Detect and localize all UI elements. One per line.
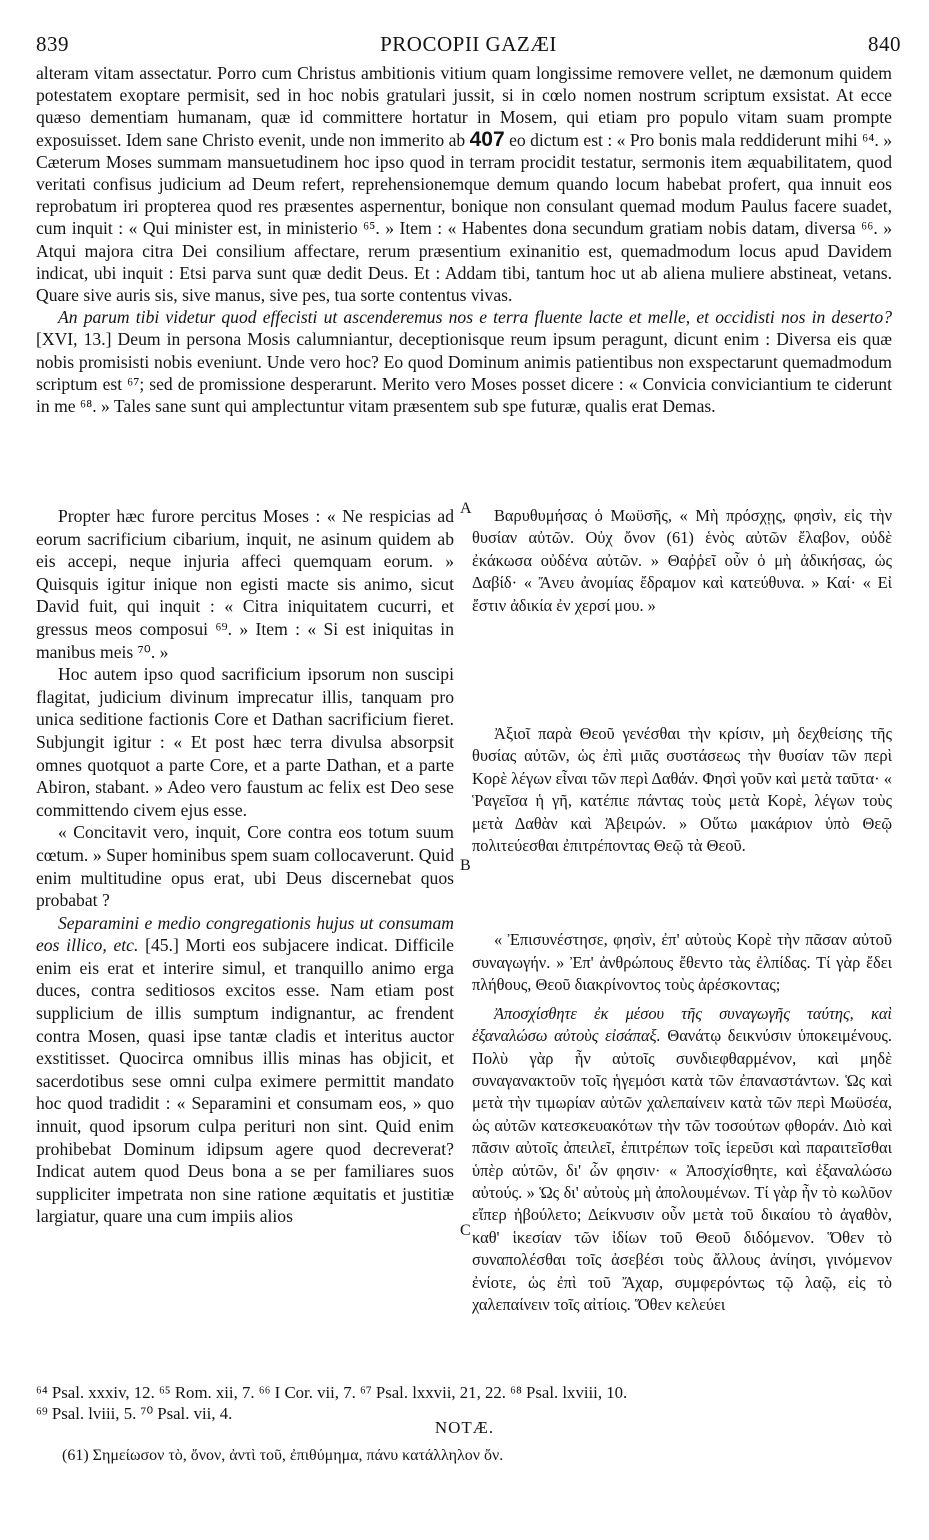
- greek-paragraph: Ἀξιοῖ παρὰ Θεοῦ γενέσθαι τὴν κρίσιν, μὴ δεχθείσης τῆς θυσίας αὐτῶν, ὡς ἐπὶ μιᾶς συστάσεως τὴν θυσίαν τῶν περὶ Κορὲ λέγων εἶναι τῶν περὶ Δαθάν. Φησὶ γοῦν καὶ μετὰ ταῦτα· « Ῥαγεῖσα ἡ γῆ, κατέπιε πάντας τοὺς μετὰ Κορὲ, λέγων τοὺς μετὰ Δαθὰν καὶ Ἀβειρών. » Οὕτω μακάριον ὑπὸ Θεῷ πολιτεύεσθαι ἐπιτρέποντας Θεῷ τὰ Θεοῦ.: [472, 724, 892, 856]
- lemma: An parum tibi videtur quod effecisti ut ascenderemus nos e terra fluente lacte et melle, et occidisti nos in deserto?: [58, 307, 892, 328]
- margin-marker-b: B: [460, 857, 471, 874]
- latin-paragraph: [36, 912, 454, 1228]
- greek-column: [472, 505, 892, 1316]
- footnote-line: ⁶⁴ Psal. xxxiv, 12. ⁶⁵ Rom. xii, 7. ⁶⁶ I Cor. vii, 7. ⁶⁷ Psal. lxxvii, 21, 22. ⁶⁸ Psal. lxviii, 10.: [36, 1383, 628, 1402]
- latin-paragraph: « Concitavit vero, inquit, Core contra eos totum suum cœtum. » Super hominibus spem suam collocaverunt. Quid enim multitudine opus erat, ubi Deus discernebat quos probabat ?: [36, 822, 454, 911]
- full-width-text: [36, 62, 892, 417]
- paragraph: [36, 306, 892, 417]
- lemma: Ἀποσχίσθητε ἐκ μέσου τῆς συναγωγῆς ταύτης, καὶ ἐξαναλώσω αὐτοὺς εἰσάπαξ.: [472, 1003, 892, 1046]
- latin-column: [36, 505, 454, 1228]
- notes-title: NOTÆ.: [434, 1418, 495, 1437]
- text-run: eo dictum est : « Pro bonis mala reddiderunt mihi ⁶⁴. » Cæterum Moses summam mansuetudinem hoc ipso quod in terram procidit testatur, sermonis item æquabilitatem, quod veritati confisus judicium ad Deum refert, reprehensionemque demum quando locum habebat profert, qua innuit eos reprobatum iri propterea quod res præsentes aspernentur, bonique non consulant quemad modum Paulus facere suadet, cum inquit : « Qui minister est, in ministerio ⁶⁵. » Item : « Habentes dona secundum gratiam nobis datam, diversa ⁶⁶. » Atqui majora citra Dei consilium affectare, rerum præsentium exinanitio est, quemadmodum locus apud Davidem indicat, ubi inquit : Etsi parva sunt quæ dedit Deus. Et : Addam tibi, tantum hoc ut ab aliena muliere abstineat, vetans. Quare sive auris sis, sive manus, sive pes, tua sorte contentus vivas.: [36, 129, 892, 306]
- text-run: Θανάτῳ δεικνύσιν ὑποκειμένους. Πολὺ γὰρ ἦν αὐτοῖς συνδιεφθαρμένον, καὶ μηδὲ συναγανακτοῦν τοῖς ἡγεμόσι κατὰ τῶν ἐπαναστάντων. Ὡς καὶ μετὰ τὴν τιμωρίαν αὐτῶν χαλεπαίνειν κατὰ τῶν περὶ Μωϋσέα, ὡς αὐτῶν κατεσκευακότων τὴν τῶν τοσούτων φθοράν. Διὸ καὶ πᾶσιν αὐτοῖς ἀπειλεῖ, ἐπιτρέπων τοῖς ἱερεῦσι καὶ παραιτεῖσθαι ὑπὲρ αὐτῶν, δι' ὧν φησιν· « Ἀποσχίσθητε, καὶ ἐξαναλώσω αὐτούς. » Ὡς δι' αὐτοὺς μὴ ἀπολουμένων. Τί γὰρ ἦν τὸ κωλῦον εἴπερ ἠβούλετο; Δείκνυσιν οὖν μετὰ τοῦ δικαίου τὸ ἀγαθὸν, καθ' ἱκεσίαν τῶν ἰδίων τοῦ Θεοῦ διδόμενον. Ὅθεν τὸ συναπολέσθαι τοῖς ἀσεβέσι τοὺς ἄλλους ἀνίησι, γινόμενον ἐνίοτε, ὡς ἐπὶ τοῦ Ἄχαρ, συμφερόντως τῷ λαῷ, εἰς τὸ χαλεπαίνειν τοῖς αἰτίοις. Ὅθεν κελεύει: [472, 1026, 892, 1314]
- text-run: [XVI, 13.] Deum in persona Mosis calumniantur, deceptionisque reum ipsum peragunt, dicunt enim : Diversa eis quæ nobis promisisti nobis eveniunt. Unde vero hoc? Eo quod Dominum animis patientibus non exspectarunt quemadmodum scriptum est ⁶⁷; sed de promissione desperarunt. Merito vero Moses posset dicere : « Convicia conviciantium te ciderunt in me ⁶⁸. » Tales sane sunt qui amplectuntur vitam præsentem sub spe futuræ, qualis erat Demas.: [36, 329, 892, 417]
- greek-paragraph: [472, 1003, 892, 1317]
- column-marker: 407: [469, 127, 505, 151]
- page-number-right: 840: [868, 32, 901, 56]
- latin-paragraph: Propter hæc furore percitus Moses : « Ne respicias ad eorum sacrificium cibarium, inquit, ne asinum quidem ab eis accepi, neque injuria affeci quemquam eorum. » Quisquis igitur inique non egisti macte sis animo, sicut David fuit, qui inquit : « Citra iniquitatem cucurri, et gressus meos composui ⁶⁹. » Item : « Si est iniquitas in manibus meis ⁷⁰. »: [36, 506, 454, 662]
- greek-paragraph: « Ἐπισυνέστησε, φησὶν, ἐπ' αὐτοὺς Κορὲ τὴν πᾶσαν αὐτοῦ συναγωγήν. » Ἐπ' ἀνθρώπους ἔθεντο τὰς ἐλπίδας. Τί γὰρ ἔδει πλήθους, Θεοῦ διακρίνοντος τοὺς ἀρέσκοντας;: [472, 930, 892, 995]
- page-number-left: 839: [36, 32, 69, 56]
- latin-paragraph: Hoc autem ipso quod sacrificium ipsorum non suscipi flagitat, judicium divinum imprecatur illis, tanquam pro unica seditione factionis Core et Dathan sacrificium fieret. Subjungit igitur : « Et post hæc terra divulsa absorpsit omnes quotquot a parte Core, et a parte Dathan, et a parte Abiron, stabant. » Adeo vero faustum ac felix est Deo sese committendo civem ejus esse.: [36, 664, 454, 820]
- footnote-line: ⁶⁹ Psal. lviii, 5. ⁷⁰ Psal. vii, 4.: [36, 1404, 233, 1423]
- margin-marker-c: C: [460, 1222, 471, 1239]
- greek-paragraph: Βαρυθυμήσας ὁ Μωϋσῆς, « Μὴ πρόσχῃς, φησὶν, εἰς τὴν θυσίαν αὐτῶν. Οὐχ ὄνον (61) ἑνὸς αὐτῶν ἔλαβον, οὐδὲ ἐκάκωσα οὐδένα αὐτῶν. » Θαῤῥεῖ οὖν ὁ μὴ ἀδικήσας, ὡς Δαβίδ· « Ἄνευ ἀνομίας ἔδραμον καὶ κατεύθυνα. » Καί· « Εἰ ἔστιν ἀδικία ἐν χερσί μου. »: [472, 506, 892, 615]
- notes-text: (61) Σημείωσον τὸ, ὄνον, ἀντὶ τοῦ, ἐπιθύμημα, πάνυ κατάλληλον ὄν.: [62, 1447, 504, 1464]
- running-header: [36, 32, 901, 60]
- running-title: PROCOPII GAZÆI: [380, 32, 557, 56]
- text-run: [45.] Morti eos subjacere indicat. Difficile enim eis erat et interire simul, et tranquillo animo erga duces, contra seditiosos excitos esse. Nam etiam post supplicium de illis sumptum indignantur, ac frendent contra Mosen, quasi ipse tantæ cladis et interitus auctor exstitisset. Quocirca omnibus illis minas has objicit, et sacerdotibus sese omni culpa eximere permittit mandato hoc quod tradidit : « Separamini et consumam eos, » quo innuit, quod ipsorum culpa perituri non sint. Quid enim prohibebat Dominum idipsum agere quod decreverat? Indicat autem quod Deus bona a se per familiares suos suppliciter impetrata non sine ratione æquitatis et justitiæ largiatur, quare una cum impiis alios: [36, 935, 454, 1227]
- text-run: alteram vitam assectatur. Porro cum Christus ambitionis vitium quam longissime removere vellet, ne dæmonum quidem potestatem exoptare permisit, sed in hoc nobis gratulari jussit, si in cœlo nomen nostrum scriptum exsistat. At ecce quæso dementiam humanam, quæ id committere hortatur in Mosem, qui etiam pro populo vitam suam prompte exposuisset. Idem sane Christo evenit, unde non immerito ab: [36, 63, 892, 150]
- lemma: Separamini e medio congregationis hujus ut consumam eos illico, etc.: [36, 912, 454, 956]
- margin-marker-a: A: [460, 500, 472, 517]
- paragraph: [36, 62, 892, 306]
